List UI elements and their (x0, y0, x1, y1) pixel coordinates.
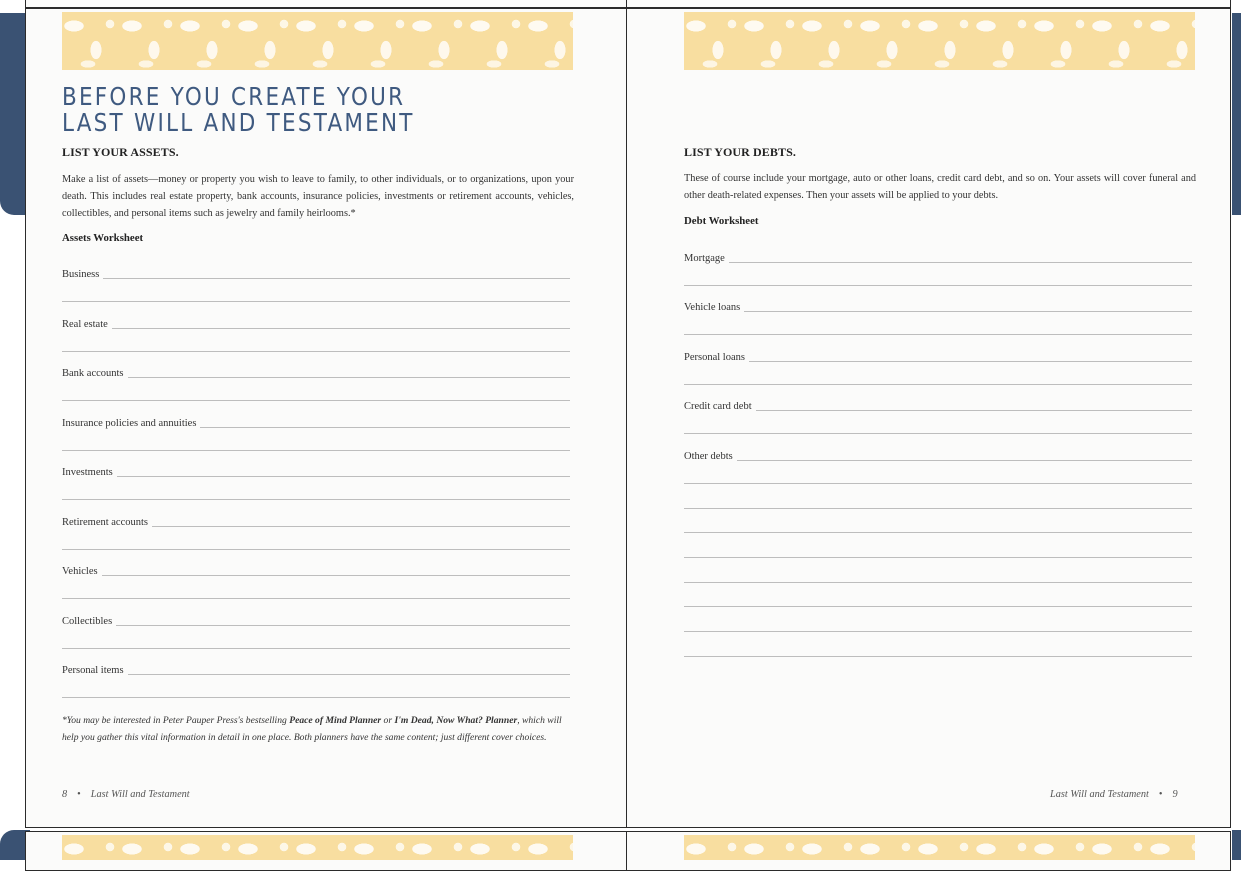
footnote-book-title: Peace of Mind Planner (289, 715, 382, 726)
debt-worksheet-title: Debt Worksheet (684, 215, 759, 227)
page-number: 8 (62, 789, 68, 800)
blank-line[interactable] (684, 532, 1192, 533)
asset-row-business[interactable] (62, 265, 570, 281)
row-label: Vehicles (62, 566, 98, 577)
row-label: Retirement accounts (62, 517, 149, 528)
blank-line[interactable] (684, 433, 1192, 434)
blank-line[interactable] (684, 384, 1192, 385)
asset-row-vehicles[interactable] (62, 562, 570, 578)
write-line (128, 377, 570, 378)
footnote-text: , which will help you gather this vital information in detail in one place. Both planners have the same content; just different cover choices. (62, 715, 562, 743)
row-label: Personal items (62, 665, 124, 676)
debt-row-vehicle-loans[interactable] (684, 298, 1192, 314)
right-folio (1050, 789, 1178, 800)
write-line (756, 410, 1192, 411)
write-line (112, 328, 570, 329)
blank-line[interactable] (62, 450, 570, 451)
blank-line[interactable] (62, 499, 570, 500)
write-line (749, 361, 1192, 362)
right-page (626, 8, 1231, 828)
blank-line[interactable] (62, 598, 570, 599)
footnote (62, 713, 574, 746)
next-ornament-right (684, 835, 1195, 860)
write-line (729, 262, 1192, 263)
blank-line[interactable] (684, 483, 1192, 484)
blank-line[interactable] (684, 656, 1192, 657)
row-label: Investments (62, 467, 113, 478)
blank-line[interactable] (62, 351, 570, 352)
write-line (152, 526, 570, 527)
row-label: Bank accounts (62, 368, 124, 379)
blank-line[interactable] (62, 400, 570, 401)
write-line (116, 625, 570, 626)
blank-line[interactable] (684, 582, 1192, 583)
asset-row-collectibles[interactable] (62, 612, 570, 628)
folio-separator: • (1158, 789, 1163, 800)
assets-heading: LIST YOUR ASSETS. (62, 145, 179, 159)
asset-row-personal-items[interactable] (62, 661, 570, 677)
row-label: Insurance policies and annuities (62, 418, 197, 429)
debt-row-credit-card[interactable] (684, 397, 1192, 413)
blank-line[interactable] (684, 557, 1192, 558)
right-edge-tab-bottom (1232, 830, 1241, 860)
blank-line[interactable] (684, 631, 1192, 632)
row-label: Real estate (62, 319, 108, 330)
write-line (737, 460, 1192, 461)
write-line (102, 575, 570, 576)
ornament-banner-left (62, 12, 573, 70)
asset-row-investments[interactable] (62, 463, 570, 479)
asset-row-bank-accounts[interactable] (62, 364, 570, 380)
blank-line[interactable] (684, 334, 1192, 335)
write-line (103, 278, 570, 279)
blank-line[interactable] (62, 648, 570, 649)
write-line (128, 674, 570, 675)
debt-row-personal-loans[interactable] (684, 348, 1192, 364)
write-line (744, 311, 1192, 312)
footnote-book-title: I'm Dead, Now What? Planner (394, 715, 518, 726)
blank-line[interactable] (62, 301, 570, 302)
ornament-banner-right (684, 12, 1195, 70)
footnote-text: *You may be interested in Peter Pauper Press's bestselling (62, 715, 290, 726)
blank-line[interactable] (62, 697, 570, 698)
row-label: Credit card debt (684, 401, 752, 412)
debt-row-other-debts[interactable] (684, 447, 1192, 463)
asset-row-insurance[interactable] (62, 414, 570, 430)
title-line-1: BEFORE YOU CREATE YOUR (62, 82, 406, 111)
debts-paragraph: These of course include your mortgage, auto or other loans, credit card debt, and so on. Your assets will cover funeral and other death-related expenses. Then your assets will be applied to your debts. (684, 173, 1196, 201)
left-folio (62, 789, 190, 800)
footnote-text: or (381, 715, 395, 726)
blank-line[interactable] (684, 606, 1192, 607)
asset-row-retirement[interactable] (62, 513, 570, 529)
row-label: Personal loans (684, 352, 745, 363)
running-title: Last Will and Testament (1050, 789, 1149, 800)
write-line (117, 476, 570, 477)
running-title: Last Will and Testament (90, 789, 190, 800)
blank-line[interactable] (684, 508, 1192, 509)
folio-separator: • (77, 789, 81, 800)
row-label: Collectibles (62, 616, 113, 627)
row-label: Mortgage (684, 253, 725, 264)
right-edge-tab (1232, 13, 1241, 215)
page-title (62, 84, 415, 136)
assets-paragraph: Make a list of assets—money or property you wish to leave to family, to other individuals, or to organizations, upon your death. This includes real estate property, bank accounts, insurance policies, investments or retirement accounts, vehicles, collectibles, and personal items such as jewelry and family heirlooms.* (62, 174, 574, 219)
row-label: Vehicle loans (684, 302, 741, 313)
write-line (200, 427, 570, 428)
assets-worksheet-title: Assets Worksheet (62, 232, 144, 244)
previous-page-right (626, 0, 1231, 8)
blank-line[interactable] (684, 285, 1192, 286)
page-number: 9 (1172, 789, 1178, 800)
debts-heading: LIST YOUR DEBTS. (684, 145, 796, 159)
asset-row-real-estate[interactable] (62, 315, 570, 331)
previous-page-left (25, 0, 628, 8)
next-ornament-left (62, 835, 573, 860)
debt-row-mortgage[interactable] (684, 249, 1192, 265)
row-label: Other debts (684, 451, 733, 462)
row-label: Business (62, 269, 100, 280)
title-line-2: LAST WILL AND TESTAMENT (62, 108, 415, 137)
blank-line[interactable] (62, 549, 570, 550)
